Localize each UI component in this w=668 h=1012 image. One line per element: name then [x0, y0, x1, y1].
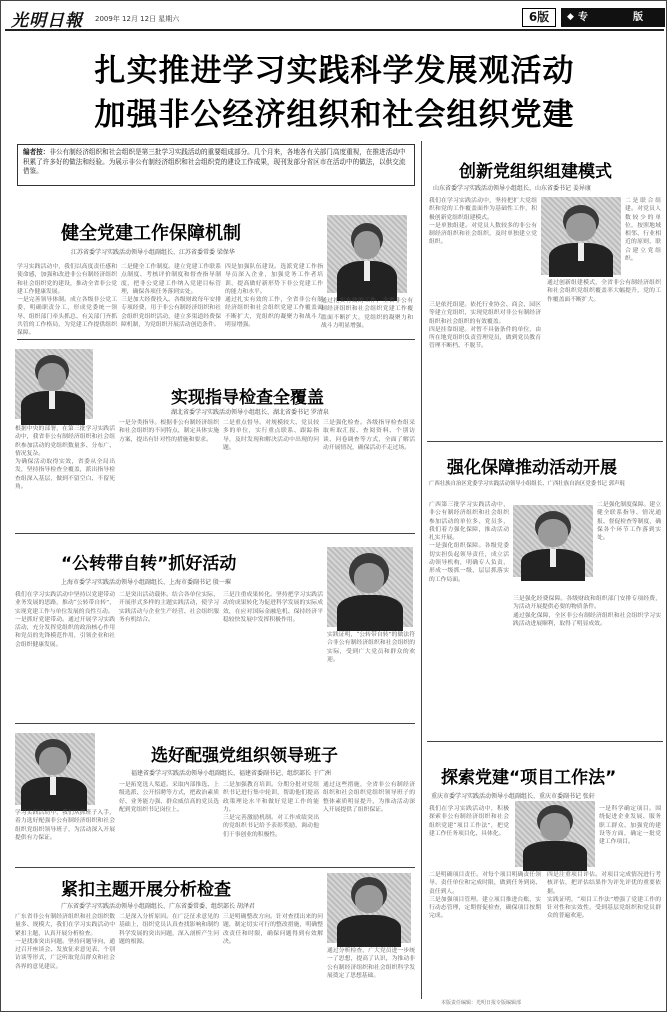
- paragraph: 通过强化保障，全区非公有制经济组织和社会组织学习实践活动进展顺利，取得了明显成效。: [513, 612, 661, 627]
- paragraph: 根据中央的部署，在第三批学习实践活动中，我省非公有制经济组织和社会组织参加活动的党组织数量多、分布广、情况复杂。: [15, 426, 115, 457]
- paragraph: 四是注重项目评估。对项目完成情况进行考核评估，把评估结果作为评先评优的重要依据。: [547, 872, 661, 895]
- paragraph: 广西第三批学习实践活动中，非公有制经济组织和社会组织参加活动的单位多、党员多，我们着力强化保障，推动活动扎实开展。: [429, 502, 509, 542]
- paragraph: 实践证明，“项目工作法”增强了党建工作的针对性和实效性，受到基层党组织和党员群众的普遍欢迎。: [547, 896, 661, 920]
- article-body: [597, 501, 661, 591]
- paragraph: 一是完善领导体制。成立各级非公党工委，明确职责分工，形成党委统一领导、组织部门牵头抓总、有关部门齐抓共管的工作格局，为党建工作提供组织保障。: [17, 297, 117, 337]
- portrait-photo: [327, 547, 413, 627]
- article-body: [223, 591, 323, 715]
- paragraph: 二是加强教育培训。分期分批对党组织书记进行集中轮训，帮助他们提高政策理论水平和做好党建工作的能力。: [223, 782, 319, 813]
- article-body: [599, 805, 661, 867]
- article-body: [321, 297, 413, 337]
- article-title: 探索党建“项目工作法”: [441, 768, 617, 788]
- paragraph: 二是深入分析原因。在广泛征求意见的基础上，组织党员认真查找影响和制约科学发展的突出问题，深入剖析产生问题的根源。: [119, 914, 219, 945]
- masthead: [5, 3, 664, 31]
- paragraph: 通过扎实有效的工作，全省非公有制经济组织和社会组织党建工作覆盖面不断扩大，党组织的凝聚力和战斗力明显增强。: [321, 298, 413, 329]
- section-label-2: 版: [633, 12, 643, 23]
- article-title: 紧扣主题开展分析检查: [61, 880, 231, 900]
- article-body: [119, 419, 219, 529]
- article-body: [223, 913, 323, 995]
- paragraph: 二是突出活动载体。结合各单位实际，开展形式多样的主题实践活动，使学习实践活动与企业生产经营、社会组织服务有机结合。: [119, 592, 219, 623]
- article-body: [15, 591, 115, 715]
- paragraph: 三是加强项目管理。建立项目推进台账，实行动态管理，定期督促检查，确保项目按期完成。: [429, 896, 541, 920]
- paragraph: 通过扎实有效的工作，全省非公有制经济组织和社会组织党建工作覆盖面不断扩大，党组织的凝聚力和战斗力明显增强。: [225, 297, 323, 329]
- paragraph: 一是抓好党建带动。通过开展学习实践活动，充分发挥党组织的政治核心作用和党员的先锋模范作用，引领企业和社会组织健康发展。: [15, 616, 115, 648]
- paragraph: 一是强化组织保障。各级党委切实担负起领导责任，成立活动领导机构，明确专人负责，形成一级抓一级、层层抓落实的工作局面。: [429, 543, 509, 583]
- paragraph: 二是健全工作制度。建立党建工作联系点制度、考核评价制度和督查指导制度，把非公党建工作纳入党建目标管理，确保各项任务落到实处。: [121, 264, 221, 295]
- publication-date: 2009年 12月 12日 星期六: [95, 15, 180, 23]
- paragraph: 我们在学习实践活动中，积极探索非公有制经济组织和社会组织党建“项目工作法”，把党建工作任务项目化、具体化。: [429, 806, 509, 837]
- article-title: 实现指导检查全覆盖: [171, 388, 324, 408]
- article-body: [429, 197, 537, 297]
- paragraph: 我们在学习实践活动中坚持以党建带动业务发展的思路，推动“公转带自转”，实现党建工作与单位发展的良性互动。: [15, 592, 115, 615]
- article-body: [119, 913, 219, 995]
- divider: [427, 441, 663, 442]
- portrait-photo: [513, 505, 593, 577]
- editor-note: [17, 144, 415, 186]
- paragraph: 为确保活动取得实效，省委从全局出发，坚持指导检查全覆盖，派出指导检查组深入基层，做到不留空白、不留死角。: [15, 459, 115, 491]
- article-body: [513, 595, 661, 735]
- section-label-1: 专: [578, 12, 588, 23]
- main-headline-line-1: 扎实推进学习实践科学发展观活动: [94, 53, 575, 89]
- paragraph: 广东省非公有制经济组织和社会组织数量多、规模大，我们在学习实践活动中紧扣主题，认真开展分析检查。: [15, 914, 115, 937]
- portrait-photo: [541, 197, 621, 275]
- article-byline: 重庆市委学习实践活动领导小组副组长、重庆市委副书记 张轩: [431, 793, 595, 800]
- portrait-photo: [515, 801, 595, 867]
- article-body: [121, 263, 221, 333]
- article-title: “公转带自转”抓好活动: [61, 554, 237, 574]
- paragraph: 一是单独组建。对党员人数较多的非公有制经济组织和社会组织，及时单独建立党组织。: [429, 222, 537, 246]
- article-body: [429, 301, 541, 437]
- newspaper-logo: 光明日報: [11, 11, 83, 31]
- paragraph: 三是强化经费保障。各级财政和组织部门安排专项经费，为活动开展提供必要的物质条件。: [513, 596, 661, 611]
- article-byline: 广西壮族自治区党委学习实践活动领导小组组长、广西壮族自治区党委书记 郭声琨: [429, 481, 625, 487]
- article-body: [223, 419, 319, 529]
- paragraph: 通过创新组建模式，全省非公有制经济组织和社会组织党组织覆盖率大幅提升，党的工作覆盖面不断扩大。: [547, 280, 661, 303]
- paragraph: 一是分类指导。根据非公有制经济组织和社会组织的不同特点，制定具体实施方案，提出有针对性的措施和要求。: [119, 420, 219, 443]
- article-title: 创新党组织组建模式: [459, 162, 612, 182]
- divider: [427, 741, 663, 742]
- paragraph: 二是联合组建。对党员人数较少的单位，按照地域相邻、行业相近的原则，联合建立党组织。: [625, 198, 661, 263]
- article-body: [429, 805, 509, 861]
- article-body: [17, 263, 117, 337]
- article-body: [323, 781, 415, 863]
- article-body: [223, 781, 319, 863]
- paragraph: 通过分析检查，广大党员进一步统一了思想，提高了认识，为推动非公有制经济组织和社会组织科学发展奠定了思想基础。: [327, 948, 415, 979]
- article-body: [15, 425, 115, 529]
- article-body: [429, 871, 541, 995]
- article-title: 健全党建工作保障机制: [61, 223, 241, 244]
- paragraph: 三是完善激励机制。对工作成绩突出的党组织书记给予表彰奖励，调动他们干事创业的积极性。: [223, 815, 319, 838]
- column-separator: [421, 141, 422, 999]
- paragraph: 实践证明，“公转带自转”的做法符合非公有制经济组织和社会组织的实际，受到广大党员和群众的欢迎。: [327, 632, 415, 663]
- article-body: [327, 947, 415, 995]
- paragraph: 二是强化制度保障。建立健全联系指导、情况通报、督促检查等制度，确保各个环节工作落到实处。: [597, 502, 661, 542]
- paragraph: 四是加强队伍建设。选派党建工作指导员深入企业，加强党务工作者培训，提高做好新形势下非公党建工作的能力和水平。: [225, 264, 323, 295]
- article-body: [323, 419, 415, 529]
- article-title: 选好配强党组织领导班子: [151, 746, 338, 766]
- article-title: 强化保障推动活动开展: [447, 458, 617, 478]
- portrait-photo: [327, 215, 407, 293]
- article-byline: 江苏省委学习实践活动领导小组副组长、江苏省委常委 梁保华: [71, 249, 235, 256]
- paragraph: 三是注重成果转化。坚持把学习实践活动的成果转化为促进科学发展的实际成效，在应对国际金融危机、保持经济平稳较快发展中发挥积极作用。: [223, 592, 323, 623]
- divider: [15, 867, 415, 868]
- portrait-photo: [15, 349, 93, 419]
- article-byline: 湖北省委学习实践活动领导小组组长、湖北省委书记 罗清泉: [171, 409, 329, 416]
- article-byline: 福建省委学习实践活动领导小组副组长、福建省委副书记、组织部长 于广洲: [131, 770, 331, 777]
- paragraph: 学习实践活动中，我们从抓班子入手，着力选好配强非公有制经济组织和社会组织党组织领导班子，为活动深入开展提供有力保证。: [15, 810, 115, 841]
- editor-note-text: 非公有制经济组织和社会组织是第三批学习实践活动的重要组成部分。几个月来，各地各有关部门高度重视，在推进活动中积累了许多好的做法和经验。为展示非公有制经济组织和社会组织党的建设工作成果，现刊发部分省区市在活动中的做法，以供交流借鉴。: [23, 148, 406, 175]
- portrait-photo: [15, 733, 95, 805]
- article-body: [429, 501, 509, 681]
- divider: [17, 339, 415, 340]
- article-body: [119, 781, 219, 863]
- paragraph: 一是找准突出问题。坚持问题导向，通过召开座谈会、发放征求意见表、个别访谈等形式，广泛听取党员群众和社会各界的意见建议。: [15, 938, 115, 970]
- paragraph: 一是科学确定项目。围绕促进企业发展、服务职工群众、加强党的建设等方面，确定一批党建工作项目。: [599, 806, 661, 846]
- paragraph: 四是挂靠组建。对暂不具备条件的单位，由所在地党组织负责管理党员，做到党员教育管理不断档、不脱节。: [429, 326, 541, 350]
- article-body: [327, 631, 415, 715]
- paragraph: 三是依托组建。依托行业协会、商会、园区等建立党组织，实现党组织对非公有制经济组织和社会组织的有效覆盖。: [429, 302, 541, 325]
- main-headline-line-2: 加强非公经济组织和社会组织党建: [94, 97, 575, 133]
- article-byline: 山东省委学习实践活动领导小组组长、山东省委书记 姜异康: [433, 185, 591, 192]
- paragraph: 三是加大经费投入。各级财政每年安排专项经费，用于非公有制经济组织和社会组织党组织活动，建立多渠道经费保障机制，为党组织开展活动创造条件。: [121, 297, 221, 329]
- article-body: [15, 809, 115, 863]
- paragraph: 学习实践活动中，我们以高度责任感和使命感，加强和改进非公有制经济组织和社会组织党的建设，推动全省非公党建工作健康发展。: [17, 264, 117, 295]
- paragraph: 一是拓宽选人渠道。采取内部推选、上级选派、公开招聘等方式，把政治素质好、业务能力强、群众威信高的党员选配到党组织书记岗位上。: [119, 782, 219, 813]
- divider: [15, 723, 415, 724]
- diamond-icon: ◆: [567, 12, 574, 22]
- divider: [15, 533, 415, 534]
- section-bar: [561, 8, 665, 27]
- page-footer: 本版责任编辑：光明日报专版编辑部: [441, 1000, 522, 1006]
- paragraph: 三是强化检查。各级指导检查组采取听取汇报、查阅资料、个别访谈、问卷调查等方式，全面了解活动开展情况，确保活动不走过场。: [323, 420, 415, 451]
- paragraph: 通过这些措施，全省非公有制经济组织和社会组织党组织领导班子的整体素质明显提升，为推动活动深入开展提供了组织保证。: [323, 782, 415, 813]
- paragraph: 我们在学习实践活动中，坚持把扩大党组织和党的工作覆盖面作为基础性工作，积极创新党组织组建模式。: [429, 198, 537, 221]
- article-body: [15, 913, 115, 995]
- article-byline: 广东省委学习实践活动领导小组副组长、广东省委常委、组织部长 胡泽君: [61, 903, 255, 910]
- paragraph: 三是明确整改方向。针对查找出来的问题，制定切实可行的整改措施，明确整改责任和时限，确保问题得到有效解决。: [223, 914, 323, 945]
- article-body: [547, 279, 661, 437]
- portrait-photo: [327, 873, 411, 943]
- page-number: 6版: [522, 8, 556, 27]
- paragraph: 二是明确项目责任。对每个项目明确责任领导、责任单位和完成时限，做到任务到岗、责任到人。: [429, 872, 541, 895]
- article-byline: 上海市委学习实践活动领导小组副组长、上海市委副书记 殷一璀: [61, 579, 231, 586]
- editor-note-label: 编者按：: [23, 148, 50, 156]
- article-body: [119, 591, 219, 715]
- article-body: [547, 871, 661, 995]
- article-body: [225, 263, 323, 333]
- paragraph: 二是重点督导。对规模较大、党员较多的单位，实行重点联系、跟踪指导，及时发现和解决活动中出现的问题。: [223, 420, 319, 451]
